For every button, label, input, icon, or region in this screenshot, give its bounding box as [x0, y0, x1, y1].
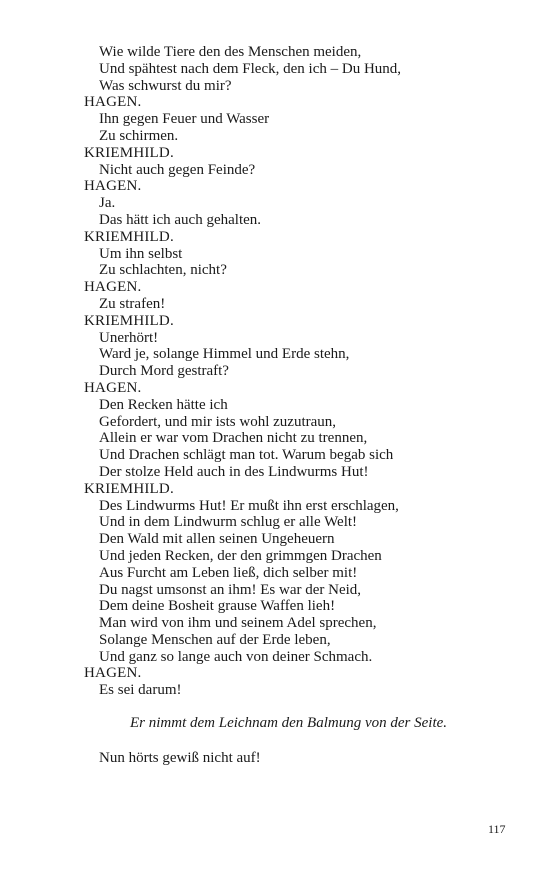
speaker-name: KRIEMHILD. — [84, 228, 174, 245]
verse-line: Solange Menschen auf der Erde leben, — [99, 631, 331, 648]
verse-line: Gefordert, und mir ists wohl zuzutraun, — [99, 413, 337, 430]
verse-line: Und Drachen schlägt man tot. Warum begab sich — [99, 447, 394, 464]
verse-line: Um ihn selbst — [99, 245, 183, 262]
page-number: 117 — [488, 822, 506, 836]
drama-text — [84, 44, 504, 767]
verse-line: Was schwurst du mir? — [99, 77, 232, 94]
verse-line: Man wird von ihm und seinem Adel sprechen, — [99, 615, 377, 632]
verse-line: Den Wald mit allen seinen Ungeheuern — [99, 531, 335, 548]
verse-line: Und in dem Lindwurm schlug er alle Welt! — [99, 514, 358, 531]
verse-line: Nicht auch gegen Feinde? — [99, 161, 256, 178]
verse-line: Der stolze Held auch in des Lindwurms Hut! — [99, 463, 369, 480]
verse-line: Ihn gegen Feuer und Wasser — [99, 111, 270, 128]
speaker-name: KRIEMHILD. — [84, 312, 174, 329]
verse-line: Und jeden Recken, der den grimmgen Drachen — [99, 547, 382, 564]
verse-line: Und ganz so lange auch von deiner Schmach. — [99, 648, 373, 665]
verse-line: Zu schlachten, nicht? — [99, 262, 227, 279]
verse-line: Dem deine Bosheit grause Waffen lieh! — [99, 598, 336, 615]
verse-line: Zu schirmen. — [99, 127, 179, 144]
verse-line: Wie wilde Tiere den des Menschen meiden, — [99, 44, 362, 60]
speaker-name: KRIEMHILD. — [84, 480, 174, 497]
verse-line: Und spähtest nach dem Fleck, den ich – Du Hund, — [99, 60, 402, 77]
verse-line: Ward je, solange Himmel und Erde stehn, — [99, 346, 350, 363]
verse-line: Das hätt ich auch gehalten. — [99, 211, 262, 228]
verse-line: Des Lindwurms Hut! Er mußt ihn erst erschlagen, — [99, 497, 399, 514]
verse-line: Du nagst umsonst an ihm! Es war der Neid, — [99, 581, 362, 598]
speaker-name: HAGEN. — [84, 665, 142, 682]
verse-line: Zu strafen! — [99, 295, 166, 312]
speaker-name: HAGEN. — [84, 94, 142, 111]
speaker-name: HAGEN. — [84, 379, 142, 396]
stage-direction: Er nimmt dem Leichnam den Balmung von der Seite. — [130, 715, 448, 732]
verse-line: Aus Furcht am Leben ließ, dich selber mit! — [99, 564, 358, 581]
verse-line: Durch Mord gestraft? — [99, 363, 229, 380]
speaker-name: KRIEMHILD. — [84, 144, 174, 161]
verse-line: Ja. — [99, 195, 116, 212]
speaker-name: HAGEN. — [84, 279, 142, 296]
verse-line: Es sei darum! — [99, 682, 182, 699]
verse-line: Nun hörts gewiß nicht auf! — [99, 749, 261, 766]
verse-line: Den Recken hätte ich — [99, 396, 228, 413]
verse-line: Unerhört! — [99, 329, 159, 346]
speaker-name: HAGEN. — [84, 178, 142, 195]
verse-line: Allein er war vom Drachen nicht zu trennen, — [99, 430, 368, 447]
